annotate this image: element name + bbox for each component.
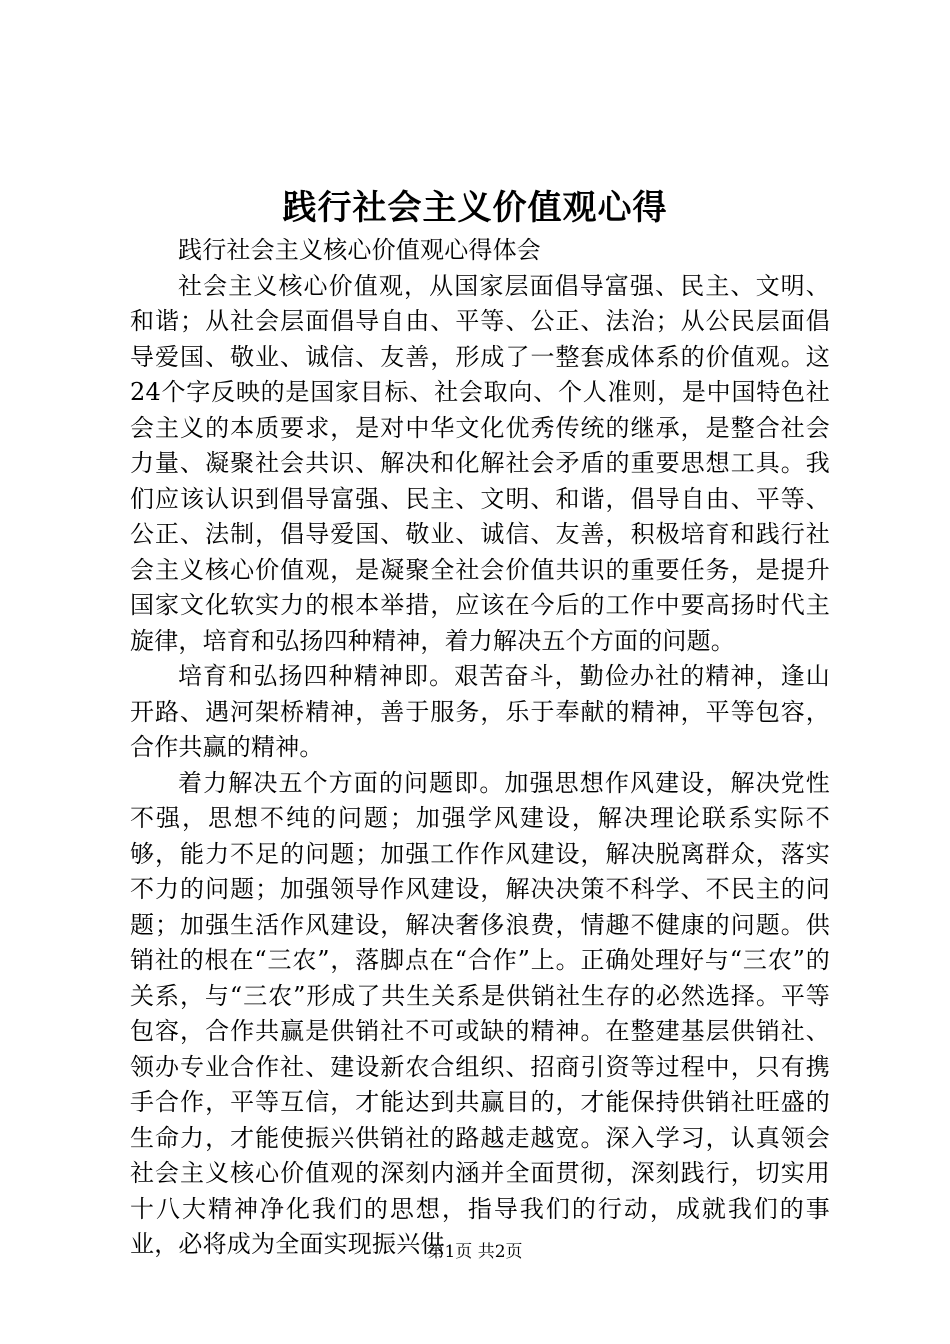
- page-footer: 第1页 共2页: [427, 1242, 523, 1262]
- paragraph-core-values: 社会主义核心价值观，从国家层面倡导富强、民主、文明、和谐；从社会层面倡导自由、平等、公正、法治；从公民层面倡导爱国、敬业、诚信、友善，形成了一整套成体系的价值观。这24个字反映的是国家目标、社会取向、个人准则，是中国特色社会主义的本质要求，是对中华文化优秀传统的继承，是整合社会力量、凝聚社会共识、解决和化解社会矛盾的重要思想工具。我们应该认识到倡导富强、民主、文明、和谐，倡导自由、平等、公正、法制，倡导爱国、敬业、诚信、友善，积极培育和践行社会主义核心价值观，是凝聚全社会价值共识的重要任务，是提升国家文化软实力的根本举措，应该在今后的工作中要高扬时代主旋律，培育和弘扬四种精神，着力解决五个方面的问题。: [130, 271, 830, 655]
- paragraph-five-problems: 着力解决五个方面的问题即。加强思想作风建设，解决党性不强，思想不纯的问题；加强学风建设，解决理论联系实际不够，能力不足的问题；加强工作作风建设，解决脱离群众，落实不力的问题；加强领导作风建设，解决决策不科学、不民主的问题；加强生活作风建设，解决奢侈浪费，情趣不健康的问题。供销社的根在“三农”，落脚点在“合作”上。正确处理好与“三农”的关系，与“三农”形成了共生关系是供销社生存的必然选择。平等包容，合作共赢是供销社不可或缺的精神。在整建基层供销社、领办专业合作社、建设新农合组织、招商引资等过程中，只有携手合作，平等互信，才能达到共赢目的，才能保持供销社旺盛的生命力，才能使振兴供销社的路越走越宽。深入学习，认真领会社会主义核心价值观的深刻内涵并全面贯彻，深刻践行，切实用十八大精神净化我们的思想，指导我们的行动，成就我们的事业，必将成为全面实现振兴供: [130, 768, 830, 1258]
- document-body: [130, 233, 830, 1263]
- paragraph-subtitle: 践行社会主义核心价值观心得体会: [178, 236, 541, 264]
- document-title: 践行社会主义价值观心得: [282, 188, 668, 228]
- paragraph-four-spirits: 培育和弘扬四种精神即。艰苦奋斗，勤俭办社的精神，逢山开路、遇河架桥精神，善于服务，乐于奉献的精神，平等包容，合作共赢的精神。: [130, 662, 830, 761]
